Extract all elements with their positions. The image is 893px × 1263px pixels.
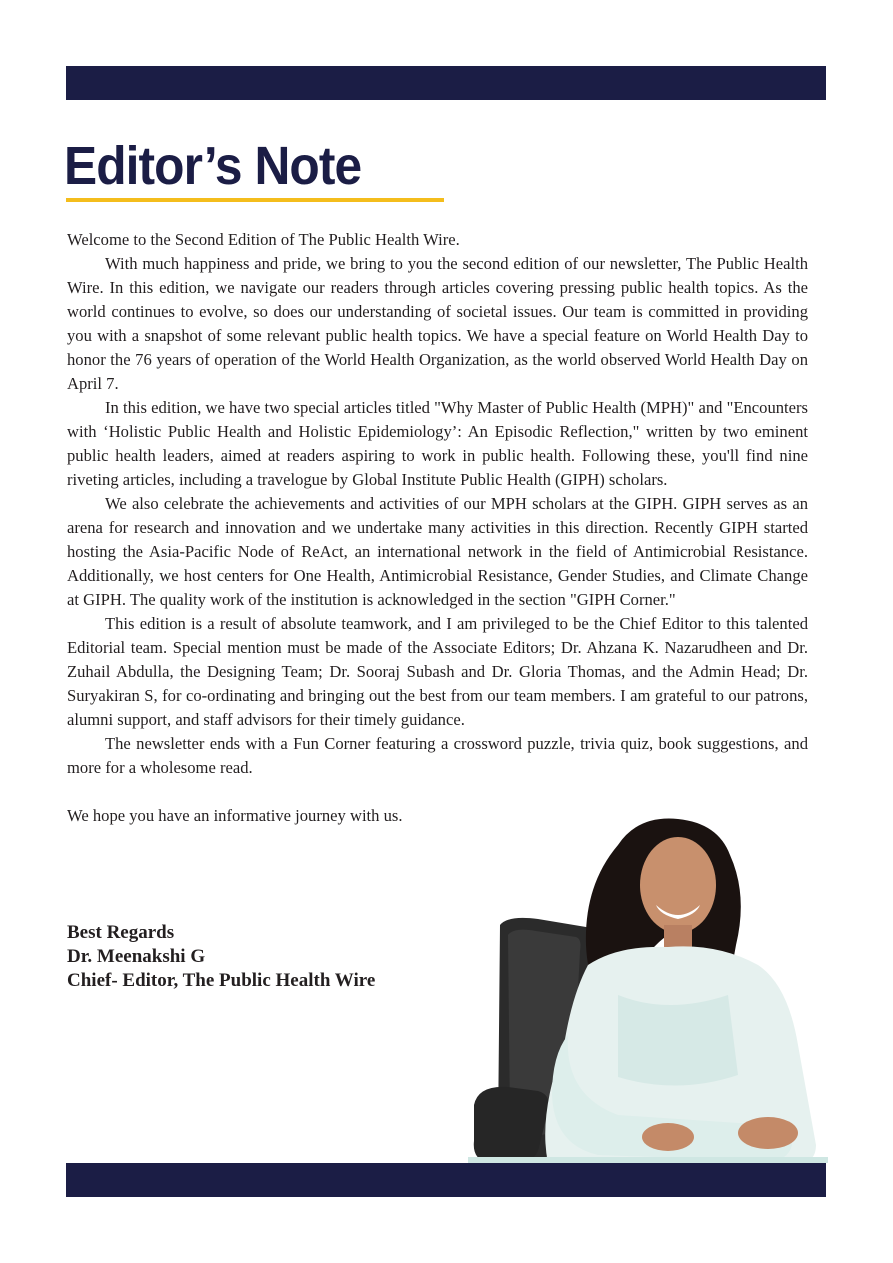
bottom-footer-band [66, 1163, 826, 1197]
closing-line: We hope you have an informative journey with us. [67, 806, 403, 825]
intro-paragraph: With much happiness and pride, we bring to you the second edition of our newsletter, The Public Health Wire. In this edition, we navigate our readers through articles covering pressing public health topics. As the world continues to evolve, so does our understanding of societal issues. Our team is committed in providing you with a snapshot of some relevant public health topics. We have a special feature on World Health Day to honor the 76 years of operation of the World Health Organization, as the world observed World Health Day on April 7. [67, 254, 808, 393]
signature-name: Dr. Meenakshi G [67, 946, 206, 967]
achievements-paragraph: We also celebrate the achievements and activities of our MPH scholars at the GIPH. GIPH serves as an arena for research and innovation and we undertake many activities in this direction. Recently GIPH started hosting the Asia-Pacific Node of ReAct, an international network in the field of Antimicrobial Resistance. Additionally, we host centers for One Health, Antimicrobial Resistance, Gender Studies, and Climate Change at GIPH. The quality work of the institution is acknowledged in the section "GIPH Corner." [67, 494, 808, 609]
signature-title: Chief- Editor, The Public Health Wire [67, 970, 376, 991]
welcome-paragraph: Welcome to the Second Edition of The Public Health Wire. [67, 230, 460, 249]
title-underline [66, 198, 444, 202]
top-header-band [66, 66, 826, 100]
signature-block [67, 921, 375, 993]
special-articles-paragraph: In this edition, we have two special articles titled "Why Master of Public Health (MPH)" and "Encounters with ‘Holistic Public Health and Holistic Epidemiology’: An Episodic Reflection," written by two eminent public health leaders, aimed at readers aspiring to work in public health. Following these, you'll find nine riveting articles, including a travelogue by Global Institute Public Health (GIPH) scholars. [67, 398, 808, 489]
page-title: Editor’s Note [64, 136, 362, 196]
signature-regards: Best Regards [67, 922, 175, 943]
fun-corner-paragraph: The newsletter ends with a Fun Corner featuring a crossword puzzle, trivia quiz, book suggestions, and more for a wholesome read. [67, 734, 808, 777]
editor-note-body [67, 228, 808, 828]
teamwork-paragraph: This edition is a result of absolute teamwork, and I am privileged to be the Chief Editor to this talented Editorial team. Special mention must be made of the Associate Editors; Dr. Ahzana K. Nazarudheen and Dr. Zuhail Abdulla, the Designing Team; Dr. Sooraj Subash and Dr. Gloria Thomas, and the Admin Head; Dr. Suryakiran S, for co-ordinating and bringing out the best from our team members. I am grateful to our patrons, alumni support, and staff advisors for their timely guidance. [67, 614, 808, 729]
editor-portrait-photo [468, 815, 828, 1163]
